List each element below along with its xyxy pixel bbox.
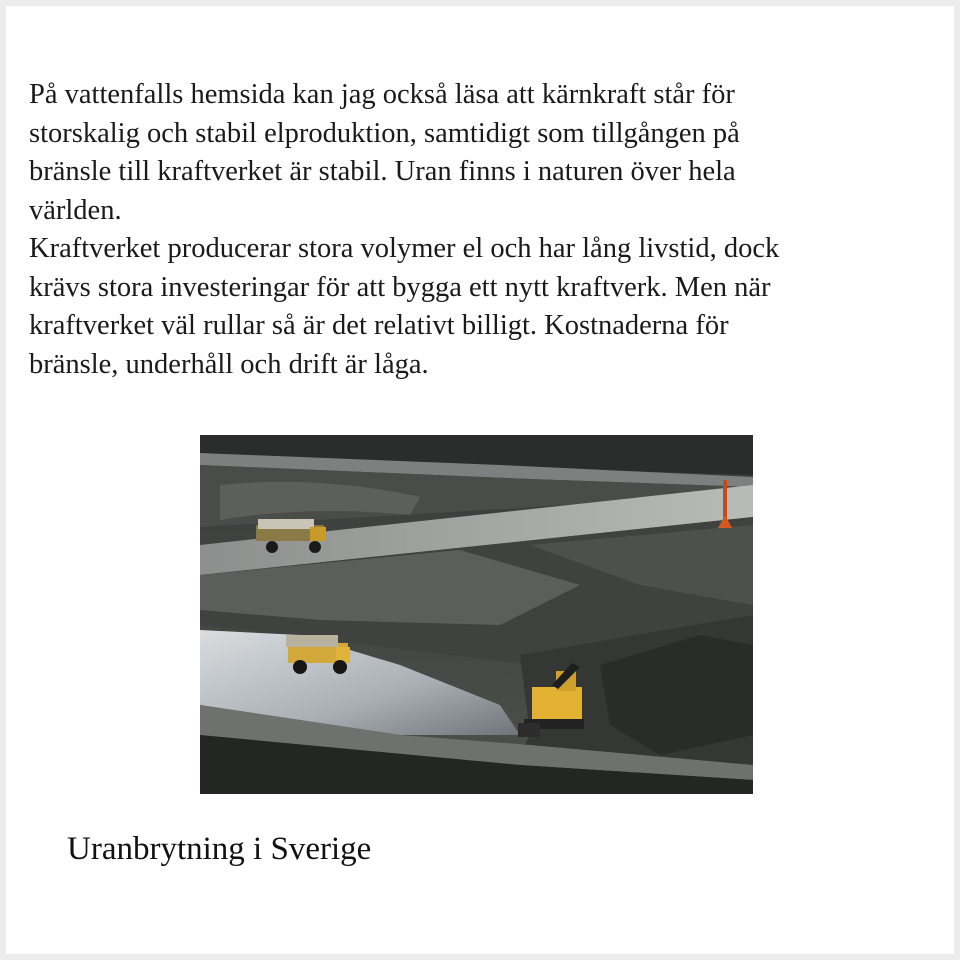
text-line: Kraftverket producerar stora volymer el och har lång livstid, dock <box>29 233 780 264</box>
photo-caption: Uranbrytning i Sverige <box>67 831 372 867</box>
text-line: bränsle till kraftverket är stabil. Uran finns i naturen över hela <box>29 156 736 187</box>
uranium-mine-photo <box>200 435 753 794</box>
text-line: världen. <box>29 194 122 226</box>
text-line: krävs stora investeringar för att bygga ett nytt kraftverk. Men när <box>29 271 771 303</box>
text-line: bränsle, underhåll och drift är låga. <box>29 348 429 380</box>
text-line: På vattenfalls hemsida kan jag också läsa att kärnkraft står för <box>29 79 735 110</box>
body-paragraph <box>29 76 939 384</box>
document-page <box>6 6 954 954</box>
text-line: kraftverket väl rullar så är det relativt billigt. Kostnaderna för <box>29 310 729 341</box>
text-line: storskalig och stabil elproduktion, samtidigt som tillgången på <box>29 117 740 149</box>
